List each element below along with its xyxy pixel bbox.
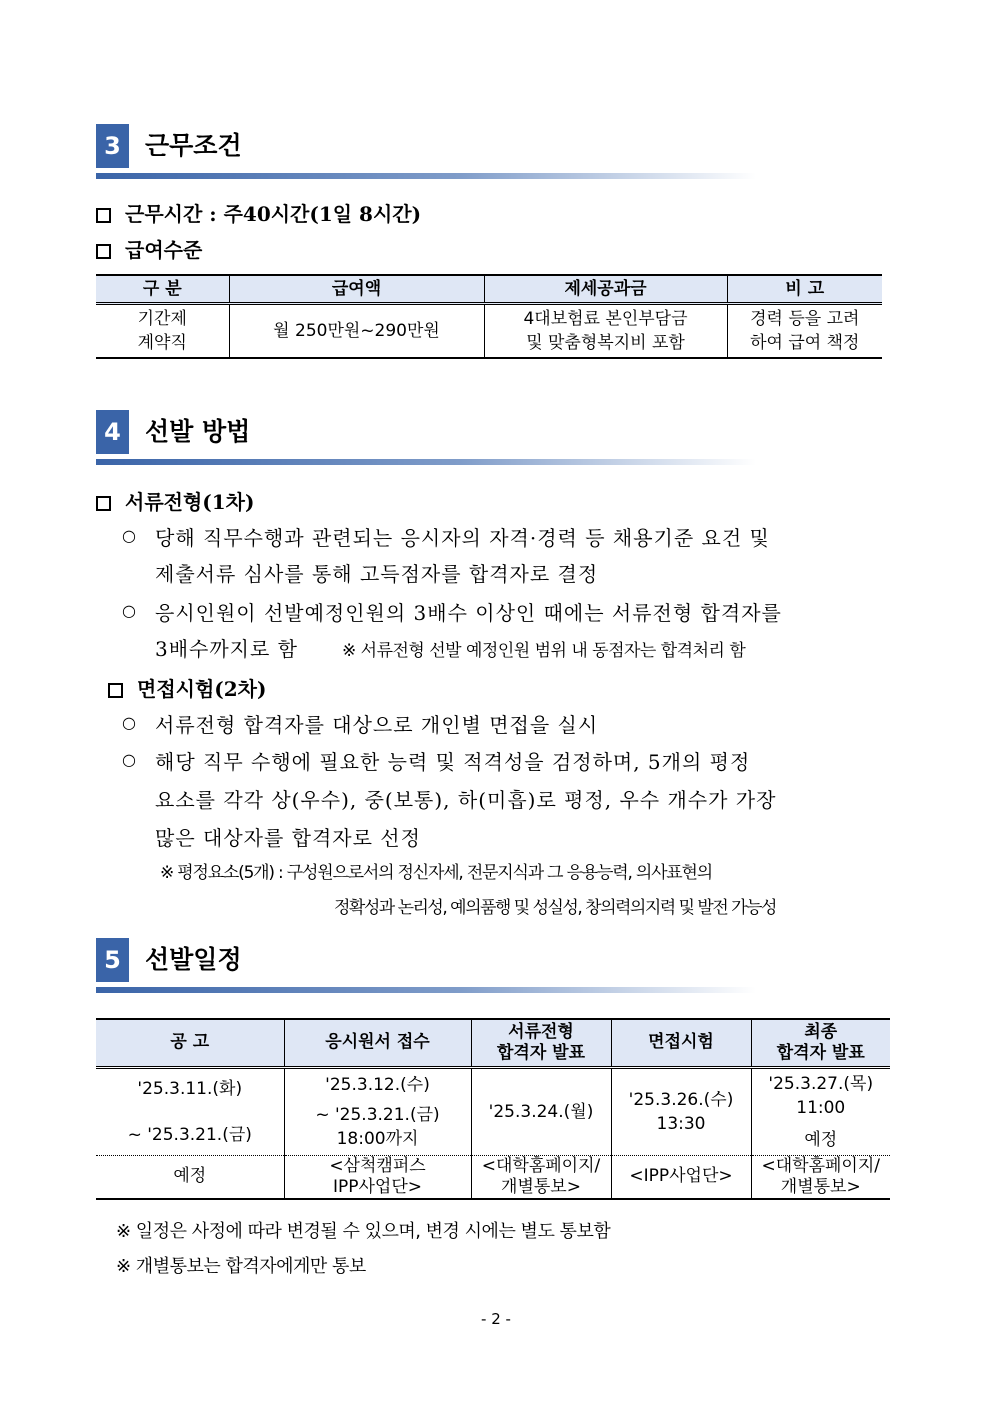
table-header: 제세공과금: [484, 275, 727, 304]
table-cell: '25.3.27.(목) 11:00 예정: [751, 1067, 890, 1155]
salary-level-item: [96, 234, 202, 263]
bullet-icon: ○: [122, 750, 136, 769]
section-3-header: [96, 124, 756, 168]
table-cell: 경력 등을 고려 하여 급여 책정: [727, 304, 882, 358]
table-header: 서류전형 합격자 발표: [471, 1019, 611, 1067]
table-cell: <삼척캠퍼스 IPP사업단>: [284, 1155, 471, 1199]
section-number: 4: [96, 410, 129, 454]
table-header: 응시원서 접수: [284, 1019, 471, 1067]
section-4-header: [96, 410, 756, 454]
table-header: 구 분: [96, 275, 229, 304]
bullet-icon: ○: [122, 713, 136, 732]
section-underline: [96, 173, 756, 179]
salary-table: [96, 274, 882, 359]
work-hours-item: [96, 198, 421, 227]
checkbox-icon: [96, 208, 111, 223]
table-cell: <대학홈페이지/ 개별통보>: [471, 1155, 611, 1199]
bullet-icon: ○: [122, 526, 136, 545]
section-underline: [96, 987, 756, 993]
table-header: 공 고: [96, 1019, 284, 1067]
interview-title: 면접시험(2차): [108, 673, 266, 702]
table-cell: 예정: [96, 1155, 284, 1199]
table-cell: 기간제 계약직: [96, 304, 229, 358]
note-text: ※ 평정요소(5개) : 구성원으로서의 정신자세, 전문지식과 그 응용능력, 의사표현의: [160, 863, 712, 883]
schedule-table: [96, 1018, 890, 1200]
schedule-note: ※ 일정은 사정에 따라 변경될 수 있으며, 변경 시에는 별도 통보함: [116, 1221, 611, 1242]
note-text: 정확성과 논리성, 예의품행 및 성실성, 창의력의지력 및 발전 가능성: [334, 898, 776, 918]
section-number: 3: [96, 124, 129, 168]
document-screening-title: 서류전형(1차): [96, 486, 254, 515]
paragraph-line: 당해 직무수행과 관련되는 응시자의 자격·경력 등 채용기준 요건 및: [155, 526, 770, 550]
table-cell: '25.3.11.(화) ~ '25.3.21.(금): [96, 1067, 284, 1155]
table-cell: '25.3.12.(수) ~ '25.3.21.(금) 18:00까지: [284, 1067, 471, 1155]
checkbox-icon: [108, 683, 123, 698]
paragraph-line: 3배수까지로 함: [155, 637, 299, 661]
paragraph-line: 응시인원이 선발예정인원의 3배수 이상인 때에는 서류전형 합격자를: [155, 601, 782, 625]
section-number: 5: [96, 938, 129, 982]
paragraph-line: 해당 직무 수행에 필요한 능력 및 적격성을 검정하며, 5개의 평정: [155, 750, 751, 774]
table-cell: <대학홈페이지/ 개별통보>: [751, 1155, 890, 1199]
checkbox-icon: [96, 244, 111, 259]
paragraph-line: 서류전형 합격자를 대상으로 개인별 면접을 실시: [155, 713, 599, 737]
table-cell: 월 250만원~290만원: [229, 304, 484, 358]
table-header: 면접시험: [611, 1019, 751, 1067]
table-cell: <IPP사업단>: [611, 1155, 751, 1199]
table-header: 급여액: [229, 275, 484, 304]
table-cell: '25.3.24.(월): [471, 1067, 611, 1155]
schedule-note: ※ 개별통보는 합격자에게만 통보: [116, 1256, 366, 1277]
page-number: - 2 -: [481, 1310, 511, 1328]
paragraph-line: 제출서류 심사를 통해 고득점자를 합격자로 결정: [155, 562, 599, 586]
work-hours-text: 근무시간 : 주40시간(1일 8시간): [125, 202, 422, 226]
section-title: 선발일정: [145, 945, 242, 974]
table-cell: '25.3.26.(수) 13:30: [611, 1067, 751, 1155]
checkbox-icon: [96, 496, 111, 511]
table-header: 최종 합격자 발표: [751, 1019, 890, 1067]
note-text: ※ 서류전형 선발 예정인원 범위 내 동점자는 합격처리 함: [342, 641, 746, 661]
salary-level-text: 급여수준: [125, 238, 203, 262]
table-header: 비 고: [727, 275, 882, 304]
bullet-icon: ○: [122, 601, 136, 620]
section-underline: [96, 459, 756, 465]
section-5-header: [96, 938, 756, 982]
table-cell: 4대보험료 본인부담금 및 맞춤형복지비 포함: [484, 304, 727, 358]
paragraph-line: 요소를 각각 상(우수), 중(보통), 하(미흡)로 평정, 우수 개수가 가장: [155, 788, 777, 812]
paragraph-line: 많은 대상자를 합격자로 선정: [155, 826, 421, 850]
section-title: 근무조건: [145, 131, 242, 160]
section-title: 선발 방법: [145, 417, 251, 446]
